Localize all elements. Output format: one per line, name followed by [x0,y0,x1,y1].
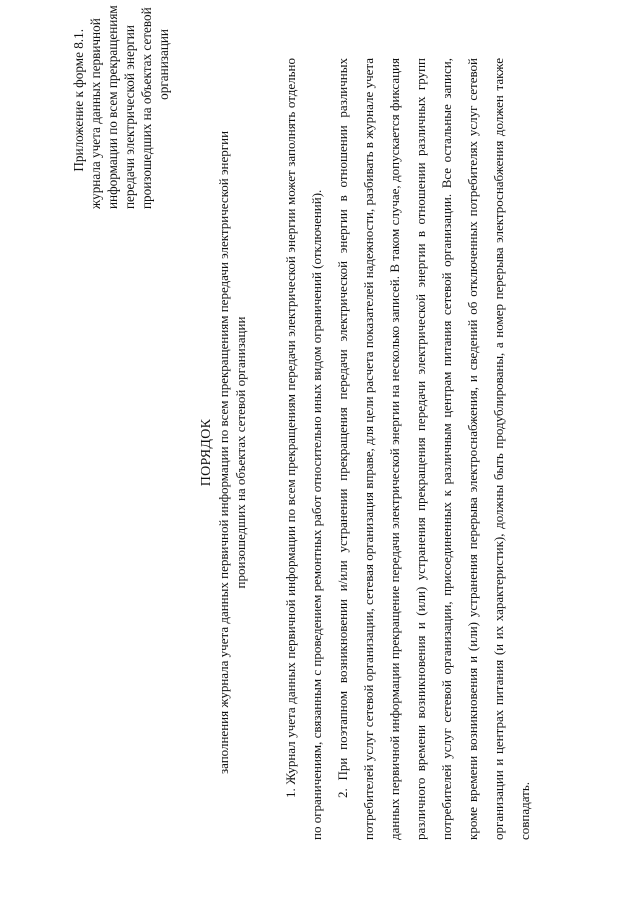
paragraph-2: 2. При поэтапном возникновении и/или устранении прекращения передачи электрической энергии в отношении различных потребителей услуг сетевой организации, сетевая организация вправе, для цели расчета показателей надежности, разбивать в журнале учета данных первичной информации прекращение передачи электрической энергии на несколько записей. В таком случае, допускается фиксация различного времени возникновения и (или) устранения прекращения передачи электрической энергии в отношении различных групп потребителей услуг сетевой организации, присоединенных к различным центрам питания сетевой организации. Все остальные записи, кроме времени возникновения и (или) устранения перерыва электроснабжения, и сведений об отключенных потребителях услуг сетевой организации и центрах питания (и их характеристик), должны быть продублированы, а номер перерыва электроснабжения должен также совпадать. [335,58,532,840]
appendix-line: журнала учета данных первичной [88,18,103,209]
document-title: ПОРЯДОК [199,418,214,487]
appendix-line: организации [156,29,171,100]
appendix-line: произошедших на объектах сетевой [139,7,154,209]
subtitle-line: произошедших на объектах сетевой организации [233,316,248,589]
document-subtitle [215,0,249,905]
appendix-note [70,5,172,209]
appendix-line: информации по всем прекращениям [105,5,120,209]
appendix-line: передачи электрической энергии [122,25,137,209]
appendix-line: Приложение к форме 8.1. [71,29,86,172]
document-body [278,58,538,840]
paragraph-1: 1. Журнал учета данных первичной информации по всем прекращениям передачи электрической энергии может заполнять отдельно по ограничениям, связанным с проведением ремонтных работ относительно иных видом ограничений (отключений). [283,58,324,840]
subtitle-line: заполнения журнала учета данных первичной информации по всем прекращениям передачи электрической энергии [216,130,231,775]
